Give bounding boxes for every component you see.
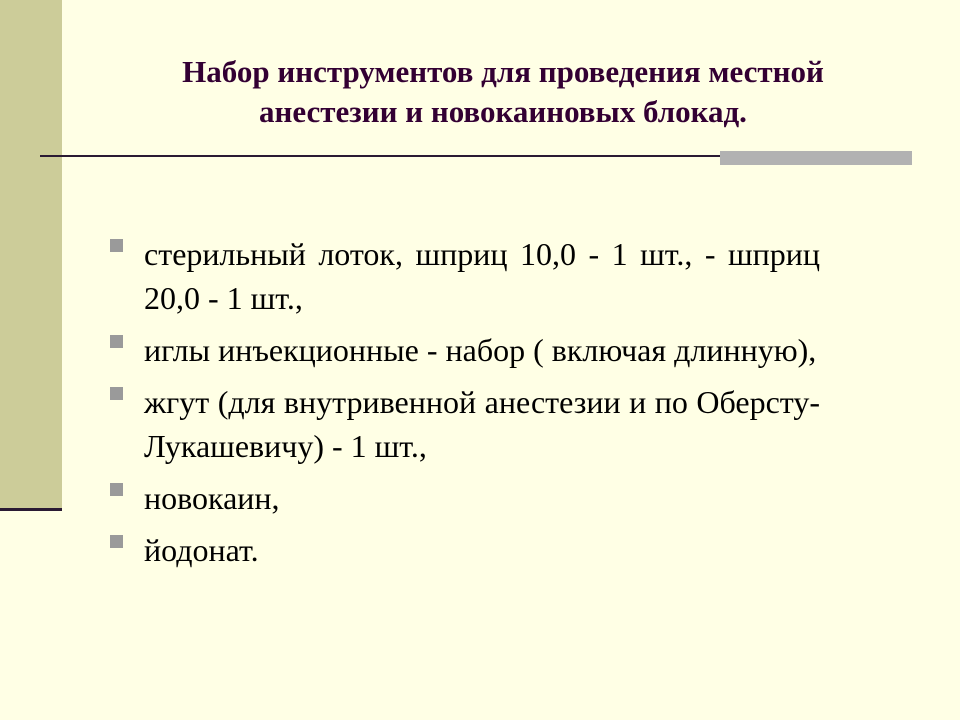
- square-bullet-icon: [110, 483, 123, 496]
- side-decor-bar: [0, 0, 62, 510]
- bullet-text: иглы инъекционные - набор ( включая длинную),: [144, 332, 817, 368]
- bullet-item: [108, 528, 820, 572]
- bullet-item: [108, 476, 820, 520]
- slide-title: [70, 52, 936, 132]
- square-bullet-icon: [110, 239, 123, 252]
- bullet-list: [108, 232, 820, 580]
- bullet-text: йодонат.: [144, 532, 259, 568]
- square-bullet-icon: [110, 335, 123, 348]
- title-accent-bar: [720, 151, 912, 165]
- bullet-item: [108, 328, 820, 372]
- bullet-text: новокаин,: [144, 480, 280, 516]
- bullet-item: [108, 380, 820, 468]
- square-bullet-icon: [110, 387, 123, 400]
- bullet-text: жгут (для внутривенной анестезии и по Оберсту-Лукашевичу) - 1 шт.,: [144, 384, 820, 464]
- square-bullet-icon: [110, 535, 123, 548]
- slide-title-line-1: Набор инструментов для проведения местной: [182, 54, 824, 89]
- bullet-text: стерильный лоток, шприц 10,0 - 1 шт., - шприц 20,0 - 1 шт.,: [144, 236, 820, 316]
- slide-title-line-2: анестезии и новокаиновых блокад.: [259, 94, 747, 129]
- side-decor-bar-edge: [0, 508, 62, 511]
- bullet-item: [108, 232, 820, 320]
